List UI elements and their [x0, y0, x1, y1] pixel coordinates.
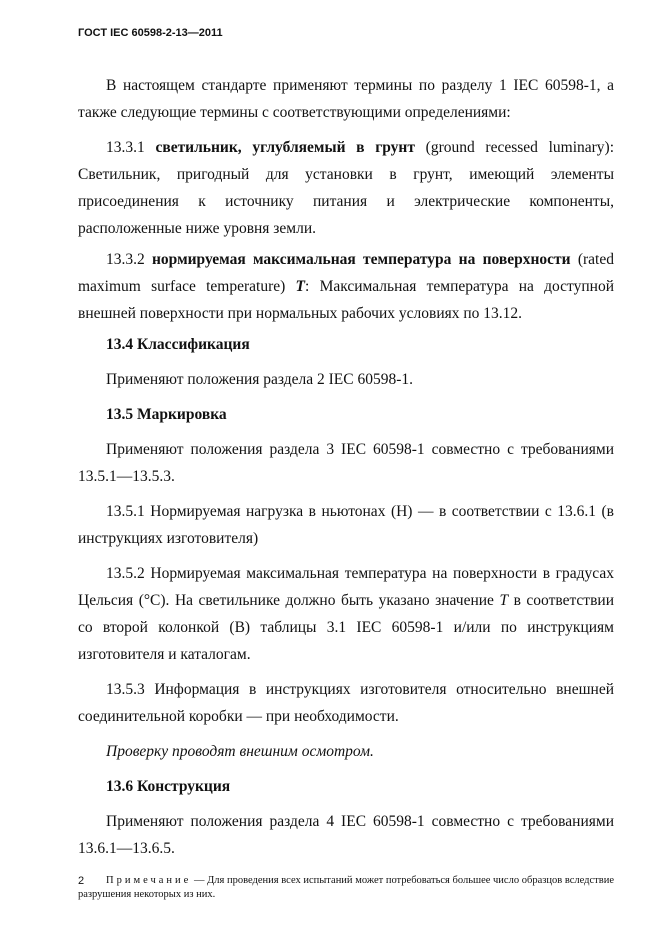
term-13-3-1	[78, 134, 614, 242]
term-13-3-2-symbol: T	[295, 278, 306, 295]
section-13-5-text: Применяют положения раздела 3 IEC 60598-1 совместно с требованиями 13.5.1—13.5.3.	[78, 441, 614, 485]
term-13-3-2-term: нормируемая максимальная температура на поверхности	[152, 251, 571, 268]
term-13-3-1-number: 13.3.1	[106, 139, 145, 156]
section-13-5-heading: 13.5 Маркировка	[106, 406, 227, 423]
clause-13-5-2	[78, 560, 614, 668]
check-statement-text: Проверку проводят внешним осмотром.	[106, 743, 374, 760]
section-13-6-text: Применяют положения раздела 4 IEC 60598-1 совместно с требованиями 13.6.1—13.6.5.	[78, 813, 614, 857]
term-13-3-1-english: (ground recessed luminary):	[425, 139, 615, 156]
document-header: ГОСТ IEC 60598-2-13—2011	[78, 27, 223, 39]
term-13-3-1-term: светильник, углубляемый в грунт	[155, 139, 415, 156]
term-13-3-2-english: (rated maximum surface temperature)	[78, 251, 614, 295]
clause-13-5-3: 13.5.3 Информация в инструкциях изготовителя относительно внешней соединительной коробки — при необходимости.	[78, 681, 614, 725]
page-number: 2	[78, 875, 85, 887]
clause-13-5-2-part1: 13.5.2 Нормируемая максимальная температура на поверхности в градусах Цельсия (°С). На светильнике должно быть указано значение	[78, 565, 614, 609]
intro-paragraph: В настоящем стандарте применяют термины по разделу 1 IEC 60598-1, а также следующие термины с соответствующими определениями:	[78, 77, 614, 121]
section-13-4-heading: 13.4 Классификация	[106, 336, 250, 353]
note-label: Примечание	[106, 875, 192, 886]
section-13-4-text: Применяют положения раздела 2 IEC 60598-1.	[106, 371, 414, 388]
note	[78, 874, 614, 902]
term-13-3-2-number: 13.3.2	[106, 251, 145, 268]
term-13-3-1-definition: Светильник, пригодный для установки в грунт, имеющий элементы присоединения к источнику питания и электрические компоненты, расположенные ниже уровня земли.	[78, 166, 614, 237]
clause-13-5-2-symbol: T	[499, 592, 509, 609]
clause-13-5-1: 13.5.1 Нормируемая нагрузка в ньютонах (Н) — в соответствии с 13.6.1 (в инструкциях изготовителя)	[78, 503, 614, 547]
clause-13-5-2-part2: в соответствии со второй колонкой (В) таблицы 3.1 IEC 60598-1 и/или по инструкциям изготовителя и каталогам.	[78, 592, 614, 663]
page-content	[78, 72, 614, 902]
term-13-3-2	[78, 246, 614, 327]
term-13-3-2-definition: : Максимальная температура на доступной внешней поверхности при нормальных рабочих условиях по 13.12.	[78, 278, 614, 322]
note-text: — Для проведения всех испытаний может потребоваться большее число образцов вследствие разрушения некоторых из них.	[78, 875, 614, 900]
check-statement	[78, 738, 614, 765]
section-13-6-heading: 13.6 Конструкция	[106, 778, 231, 795]
